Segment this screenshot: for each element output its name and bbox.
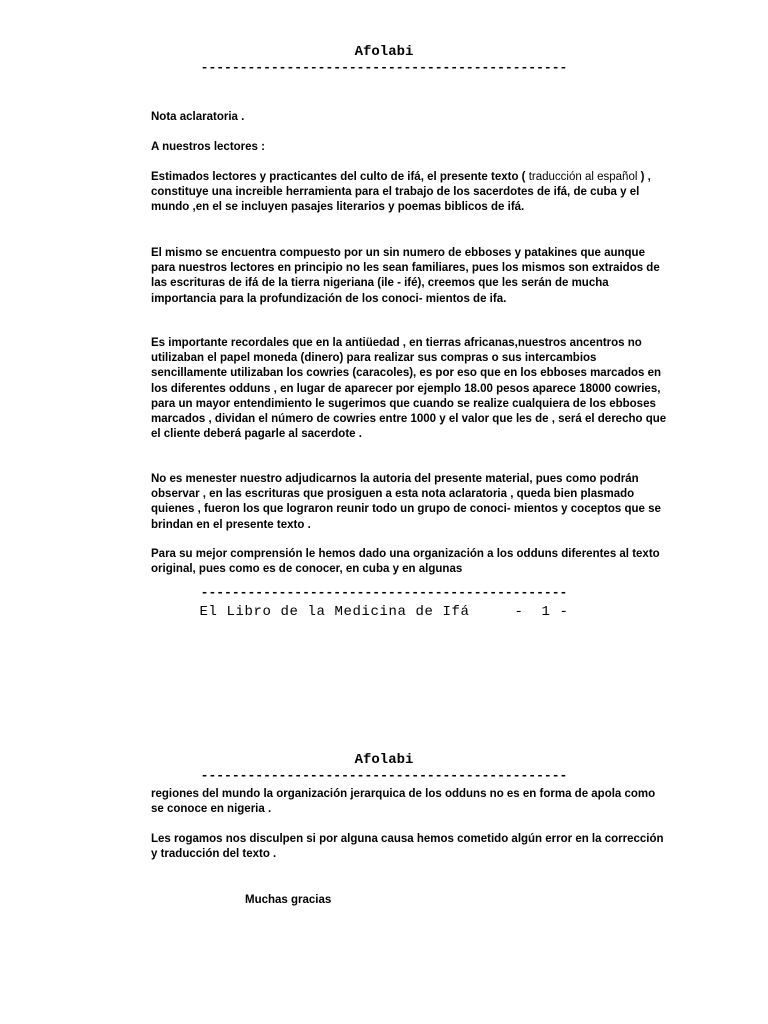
p1-text-end: ) , constituye una increible herramienta para el trabajo de los sacerdotes de ifá, de cuba y el mundo ,en el se incluyen pasajes literarios y poemas biblicos de ifá. (151, 171, 651, 214)
page1-footer-rule: ----------------------------------------------- (200, 585, 568, 600)
page1-salutation: A nuestros lectores : (151, 141, 265, 153)
page2-closing: Muchas gracias (245, 894, 332, 906)
page2-paragraph-2: Les rogamos nos disculpen si por alguna causa hemos cometido algún error en la corrección y traducción del texto . (151, 833, 664, 861)
page2-header-rule: ----------------------------------------------- (200, 768, 568, 783)
page1-paragraph-1 (151, 170, 671, 216)
page1-paragraph-5: Para su mejor comprensión le hemos dado una organización a los odduns diferentes al texto original, pues como es de conocer, en cuba y en algunas (151, 548, 660, 576)
page1-header-title: Afolabi (354, 44, 414, 60)
page1-header-rule: ----------------------------------------------- (200, 60, 568, 75)
page2-paragraph-1: regiones del mundo la organización jerarquica de los odduns no es en forma de apola como se conoce en nigeria . (151, 788, 656, 816)
page1-footer-title: El Libro de la Medicina de Ifá - 1 - (199, 604, 569, 620)
p1-text-start: Estimados lectores y practicantes del culto de ifá, el presente texto ( (151, 171, 529, 183)
page1-paragraph-2: El mismo se encuentra compuesto por un sin numero de ebboses y patakines que aunque para nuestros lectores en principio no les sean familiares, pues los mismos son extraidos de las escrituras de ifá de la tierra nigeriana (ile - ifé), creemos que les serán de mucha importancia para la profundización de los conoci- mientos de ifa. (151, 247, 660, 305)
page1-heading: Nota aclaratoria . (151, 111, 245, 123)
page2-header-title: Afolabi (354, 752, 414, 768)
page1-paragraph-3: Es importante recordales que en la antiüedad , en tierras africanas,nuestros ancentros no utilizaban el papel moneda (dinero) para realizar sus compras o sus intercambios sencillamente utilizaban los cowries (caracoles), es por eso que en los ebboses marcados en los diferentes odduns , en lugar de aparecer por ejemplo 18.00 pesos aparece 18000 cowries, para un mayor entendimiento le sugerimos que cuando se realize cualquiera de los ebboses marcados , dividan el número de cowries entre 1000 y el valor que les de , será el derecho que el cliente deberá pagarle al sacerdote . (151, 337, 667, 441)
translation-note: traducción al español (528, 171, 638, 183)
page1-paragraph-4: No es menester nuestro adjudicarnos la autoria del presente material, pues como podrán observar , en las escrituras que prosiguen a esta nota aclaratoria , queda bien plasmado quienes , fueron los que lograron reunir todo un grupo de conoci- mientos y coceptos que se brindan en el presente texto . (151, 473, 661, 531)
